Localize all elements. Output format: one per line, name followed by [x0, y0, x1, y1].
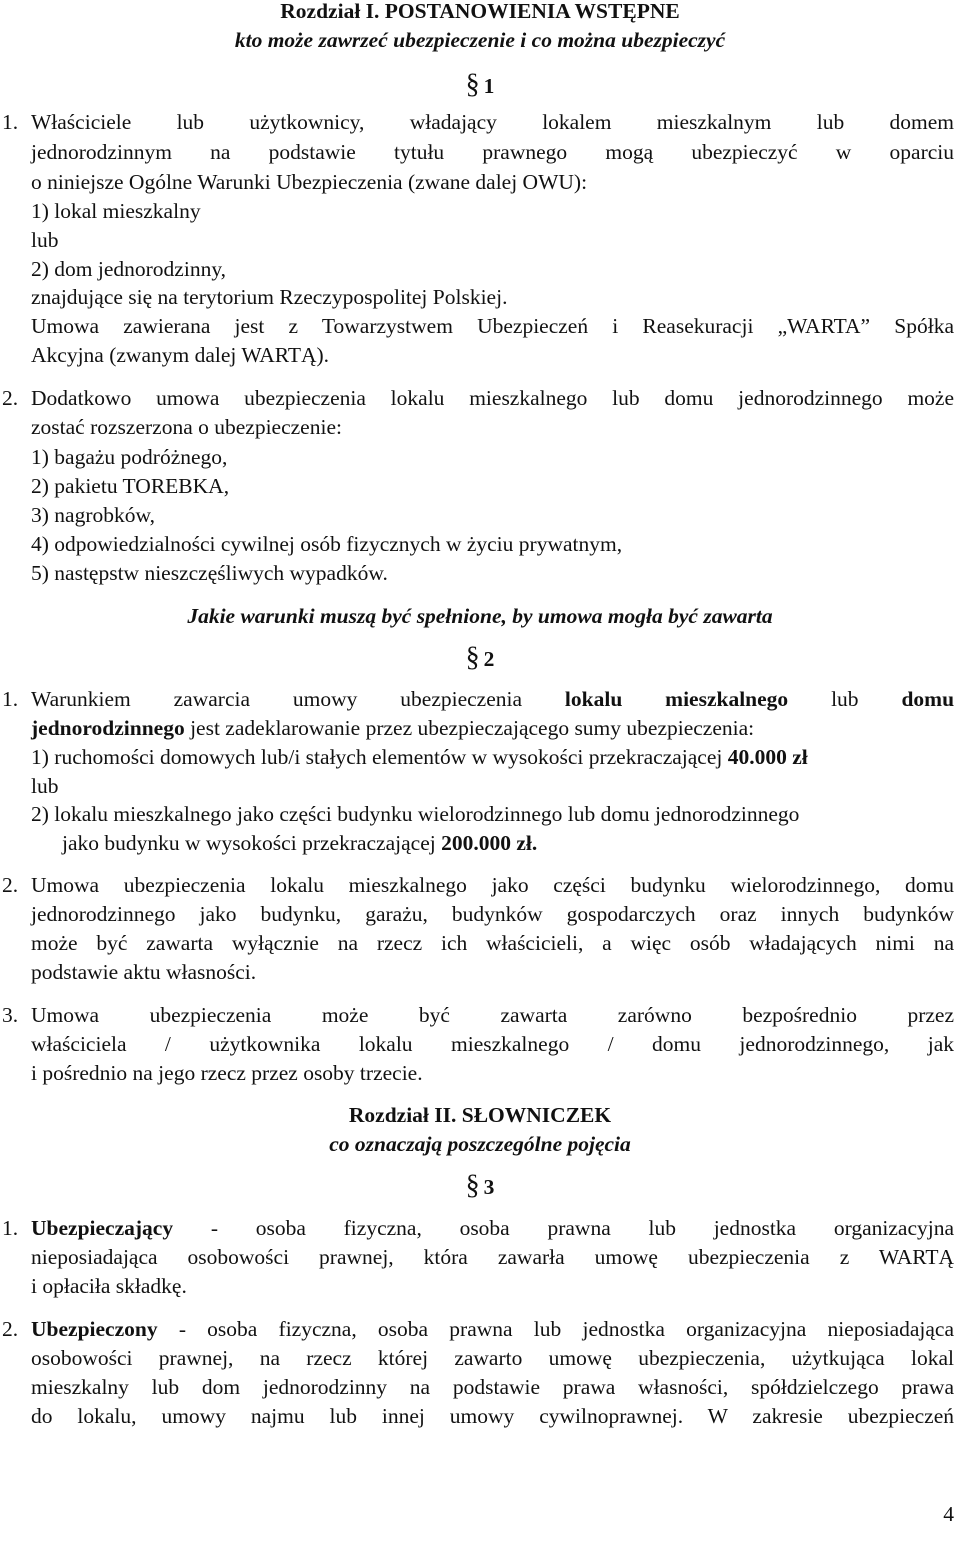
- paragraph-number: 2.: [2, 386, 19, 410]
- paragraph-line: właściciela / użytkownika lokalu mieszkalnego / domu jednorodzinnego, jak: [31, 1032, 954, 1056]
- list-item: 1) lokal mieszkalny: [31, 199, 201, 223]
- section-heading-3: [0, 1171, 960, 1203]
- paragraph-number: 2.: [2, 1317, 19, 1341]
- list-item: 2) lokalu mieszkalnego jako części budynku wielorodzinnego lub domu jednorodzinnego: [31, 802, 800, 826]
- list-item: 5) następstw nieszczęśliwych wypadków.: [31, 561, 388, 585]
- paragraph-line: Warunkiem zawarcia umowy ubezpieczenia lokalu mieszkalnego lub domu: [31, 687, 955, 711]
- paragraph-line: lub: [31, 228, 59, 252]
- section-number: 3: [483, 1175, 495, 1199]
- paragraph-line: do lokalu, umowy najmu lub innej umowy cywilnoprawnej. W zakresie ubezpieczeń: [31, 1404, 954, 1428]
- paragraph-number: 1.: [2, 110, 19, 134]
- list-item-continuation: jako budynku w wysokości przekraczającej 200.000 zł.: [62, 831, 538, 855]
- list-item: 2) dom jednorodzinny,: [31, 257, 227, 281]
- list-item: 4) odpowiedzialności cywilnej osób fizycznych w życiu prywatnym,: [31, 532, 623, 556]
- section-sign: §: [465, 69, 480, 100]
- paragraph-line: Ubezpieczający - osoba fizyczna, osoba prawna lub jednostka organizacyjna: [31, 1216, 955, 1240]
- paragraph-line: lub: [31, 774, 59, 798]
- page-number: 4: [943, 1502, 954, 1526]
- paragraph-line: zostać rozszerzona o ubezpieczenie:: [31, 415, 342, 439]
- paragraph-line: Umowa ubezpieczenia lokalu mieszkalnego jako części budynku wielorodzinnego, domu: [31, 873, 954, 897]
- list-item: 3) nagrobków,: [31, 503, 155, 527]
- chapter-subtitle: co oznaczają poszczególne pojęcia: [329, 1132, 631, 1156]
- paragraph-line: Umowa ubezpieczenia może być zawarta zarówno bezpośrednio przez: [31, 1003, 954, 1027]
- list-item: 1) ruchomości domowych lub/i stałych elementów w wysokości przekraczającej 40.000 zł: [31, 745, 808, 769]
- paragraph-number: 2.: [2, 873, 19, 897]
- paragraph-line: jednorodzinnym na podstawie tytułu prawnego mogą ubezpieczyć w oparciu: [31, 140, 954, 164]
- paragraph-number: 1.: [2, 1216, 19, 1240]
- paragraph-line: Dodatkowo umowa ubezpieczenia lokalu mieszkalnego lub domu jednorodzinnego może: [31, 386, 954, 410]
- paragraph-line: znajdujące się na terytorium Rzeczypospolitej Polskiej.: [31, 285, 508, 309]
- paragraph-line: i pośrednio na jego rzecz przez osoby trzecie.: [31, 1061, 423, 1085]
- list-item: 1) bagażu podróżnego,: [31, 445, 228, 469]
- chapter-title: Rozdział II. SŁOWNICZEK: [348, 1103, 612, 1127]
- section-number: 2: [483, 647, 495, 671]
- list-item: 2) pakietu TOREBKA,: [31, 474, 230, 498]
- paragraph-line: i opłaciła składkę.: [31, 1274, 187, 1298]
- paragraph-line: może być zawarta wyłącznie na rzecz ich właścicieli, a więc osób władających nimi na: [31, 931, 954, 955]
- definition-term: Ubezpieczony: [31, 1317, 158, 1341]
- chapter-title: Rozdział I. POSTANOWIENIA WSTĘPNE: [280, 0, 680, 23]
- section-subheading: Jakie warunki muszą być spełnione, by umowa mogła być zawarta: [187, 604, 773, 628]
- paragraph-line: osobowości prawnej, na rzecz której zawarto umowę ubezpieczenia, użytkująca lokal: [31, 1346, 954, 1370]
- paragraph-line: podstawie aktu własności.: [31, 960, 257, 984]
- section-heading-2: [0, 643, 960, 675]
- paragraph-line: mieszkalny lub dom jednorodzinny na podstawie prawa własności, spółdzielczego prawa: [31, 1375, 954, 1399]
- chapter-subtitle: kto może zawrzeć ubezpieczenie i co można ubezpieczyć: [234, 28, 726, 52]
- section-sign: §: [465, 1170, 480, 1201]
- paragraph-line: jednorodzinnego jako budynku, garażu, budynków gospodarczych oraz innych budynków: [31, 902, 954, 926]
- paragraph-line: jednorodzinnego jest zadeklarowanie przez ubezpieczającego sumy ubezpieczenia:: [31, 716, 755, 740]
- paragraph-line: Umowa zawierana jest z Towarzystwem Ubezpieczeń i Reasekuracji „WARTA” Spółka: [31, 314, 954, 338]
- paragraph-line: o niniejsze Ogólne Warunki Ubezpieczenia (zwane dalej OWU):: [31, 170, 588, 194]
- paragraph-line: Właściciele lub użytkownicy, władający lokalem mieszkalnym lub domem: [31, 110, 954, 134]
- paragraph-number: 3.: [2, 1003, 19, 1027]
- section-number: 1: [483, 74, 495, 98]
- paragraph-line: nieposiadająca osobowości prawnej, która zawarła umowę ubezpieczenia z WARTĄ: [31, 1245, 954, 1269]
- paragraph-line: Ubezpieczony - osoba fizyczna, osoba prawna lub jednostka organizacyjna nieposiadająca: [31, 1317, 955, 1341]
- definition-term: Ubezpieczający: [31, 1216, 174, 1240]
- section-sign: §: [465, 642, 480, 673]
- section-heading-1: [0, 70, 960, 102]
- paragraph-line: Akcyjna (zwanym dalej WARTĄ).: [31, 343, 330, 367]
- paragraph-number: 1.: [2, 687, 19, 711]
